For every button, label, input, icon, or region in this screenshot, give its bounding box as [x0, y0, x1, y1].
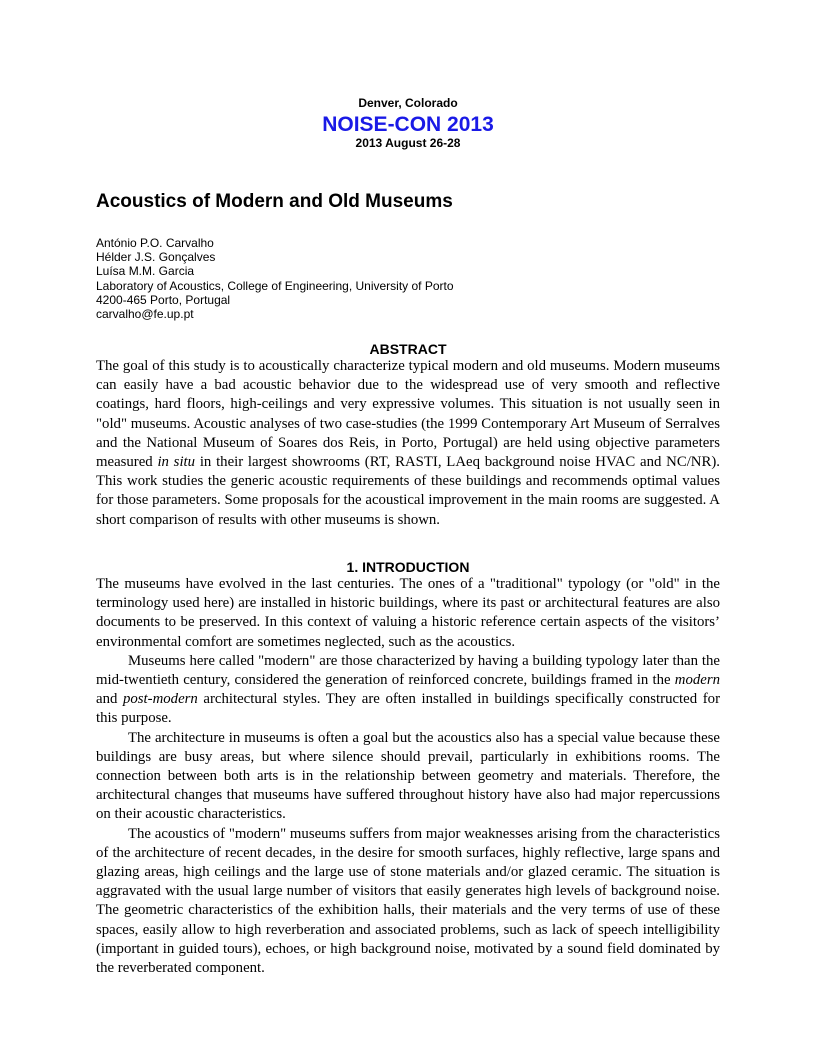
abstract-heading: ABSTRACT	[369, 341, 447, 357]
intro-paragraph-1: The museums have evolved in the last centuries. The ones of a "traditional" typology (or "old" in the terminology used here) are installed in historic buildings, where its past or architectural features are also documents to be preserved. In this context of valuing a historic reference certain aspects of the visitors’ environmental comfort are sometimes neglected, such as the acoustics.	[96, 576, 720, 650]
conference-name: NOISE-CON 2013	[322, 113, 494, 136]
intro-paragraph-2: Museums here called "modern" are those characterized by having a building typology later than the mid-twentieth century, considered the generation of reinforced concrete, buildings framed in the modern and post-modern architectural styles. They are often installed in buildings specifically constructed for this purpose.	[96, 652, 720, 727]
abstract-body	[96, 357, 720, 530]
author-address: 4200-465 Porto, Portugal	[96, 292, 231, 307]
author-email: carvalho@fe.up.pt	[96, 307, 194, 322]
intro-paragraph-3: The architecture in museums is often a goal but the acoustics also has a special value because these buildings are busy areas, but where silence should prevail, particularly in exhibitions rooms. The connection between both arts is in the relationship between geometry and materials. Therefore, the architectural changes that museums have suffered throughout history have also had major repercussions on their acoustic characteristics.	[96, 729, 720, 823]
intro-paragraph-4: The acoustics of "modern" museums suffers from major weaknesses arising from the characteristics of the architecture of recent decades, in the desire for smooth surfaces, highly reflective, large spans and glazing areas, high ceilings and the large use of stone materials and/or glazed ceramic. The situation is aggravated with the usual large number of visitors that easily generates high levels of background noise. The geometric characteristics of the exhibition halls, their materials and the very terms of use of these spaces, easily allow to high reverberation and associated problems, such as lack of speech intelligibility (important in guided tours), echoes, or high background noise, motivated by a sound field dominated by the reverberated component.	[96, 825, 720, 977]
author-affiliation: Laboratory of Acoustics, College of Engineering, University of Porto	[96, 278, 454, 293]
introduction-heading: 1. INTRODUCTION	[346, 559, 470, 575]
paper-title: Acoustics of Modern and Old Museums	[96, 191, 453, 212]
author-name: António P.O. Carvalho	[96, 236, 214, 250]
author-block	[96, 236, 454, 321]
introduction-body	[96, 575, 720, 978]
conference-location: Denver, Colorado	[358, 96, 458, 110]
author-name: Luísa M.M. Garcia	[96, 264, 195, 279]
conference-dates: 2013 August 26-28	[355, 136, 461, 150]
abstract-italic: in situ	[157, 454, 196, 471]
abstract-paragraph: The goal of this study is to acoustically characterize typical modern and old museums. Modern museums can easily have a bad acoustic behavior due to the widespread use of very smooth and reflective coatings, hard floors, high-ceilings and very expressive volumes. This situation is not usually seen in "old" museums. Acoustic analyses of two case-studies (the 1999 Contemporary Art Museum of Serralves and the National Museum of Soares dos Reis, in Porto, Portugal) are held using objective parameters measured in situ in their largest showrooms (RT, RASTI, LAeq background noise HVAC and NC/NR). This work studies the generic acoustic requirements of these buildings and recommends optimal values for those parameters. Some proposals for the acoustical improvement in the main rooms are suggested. A short comparison of results with other museums is shown.	[96, 358, 720, 528]
author-name: Hélder J.S. Gonçalves	[96, 250, 216, 265]
